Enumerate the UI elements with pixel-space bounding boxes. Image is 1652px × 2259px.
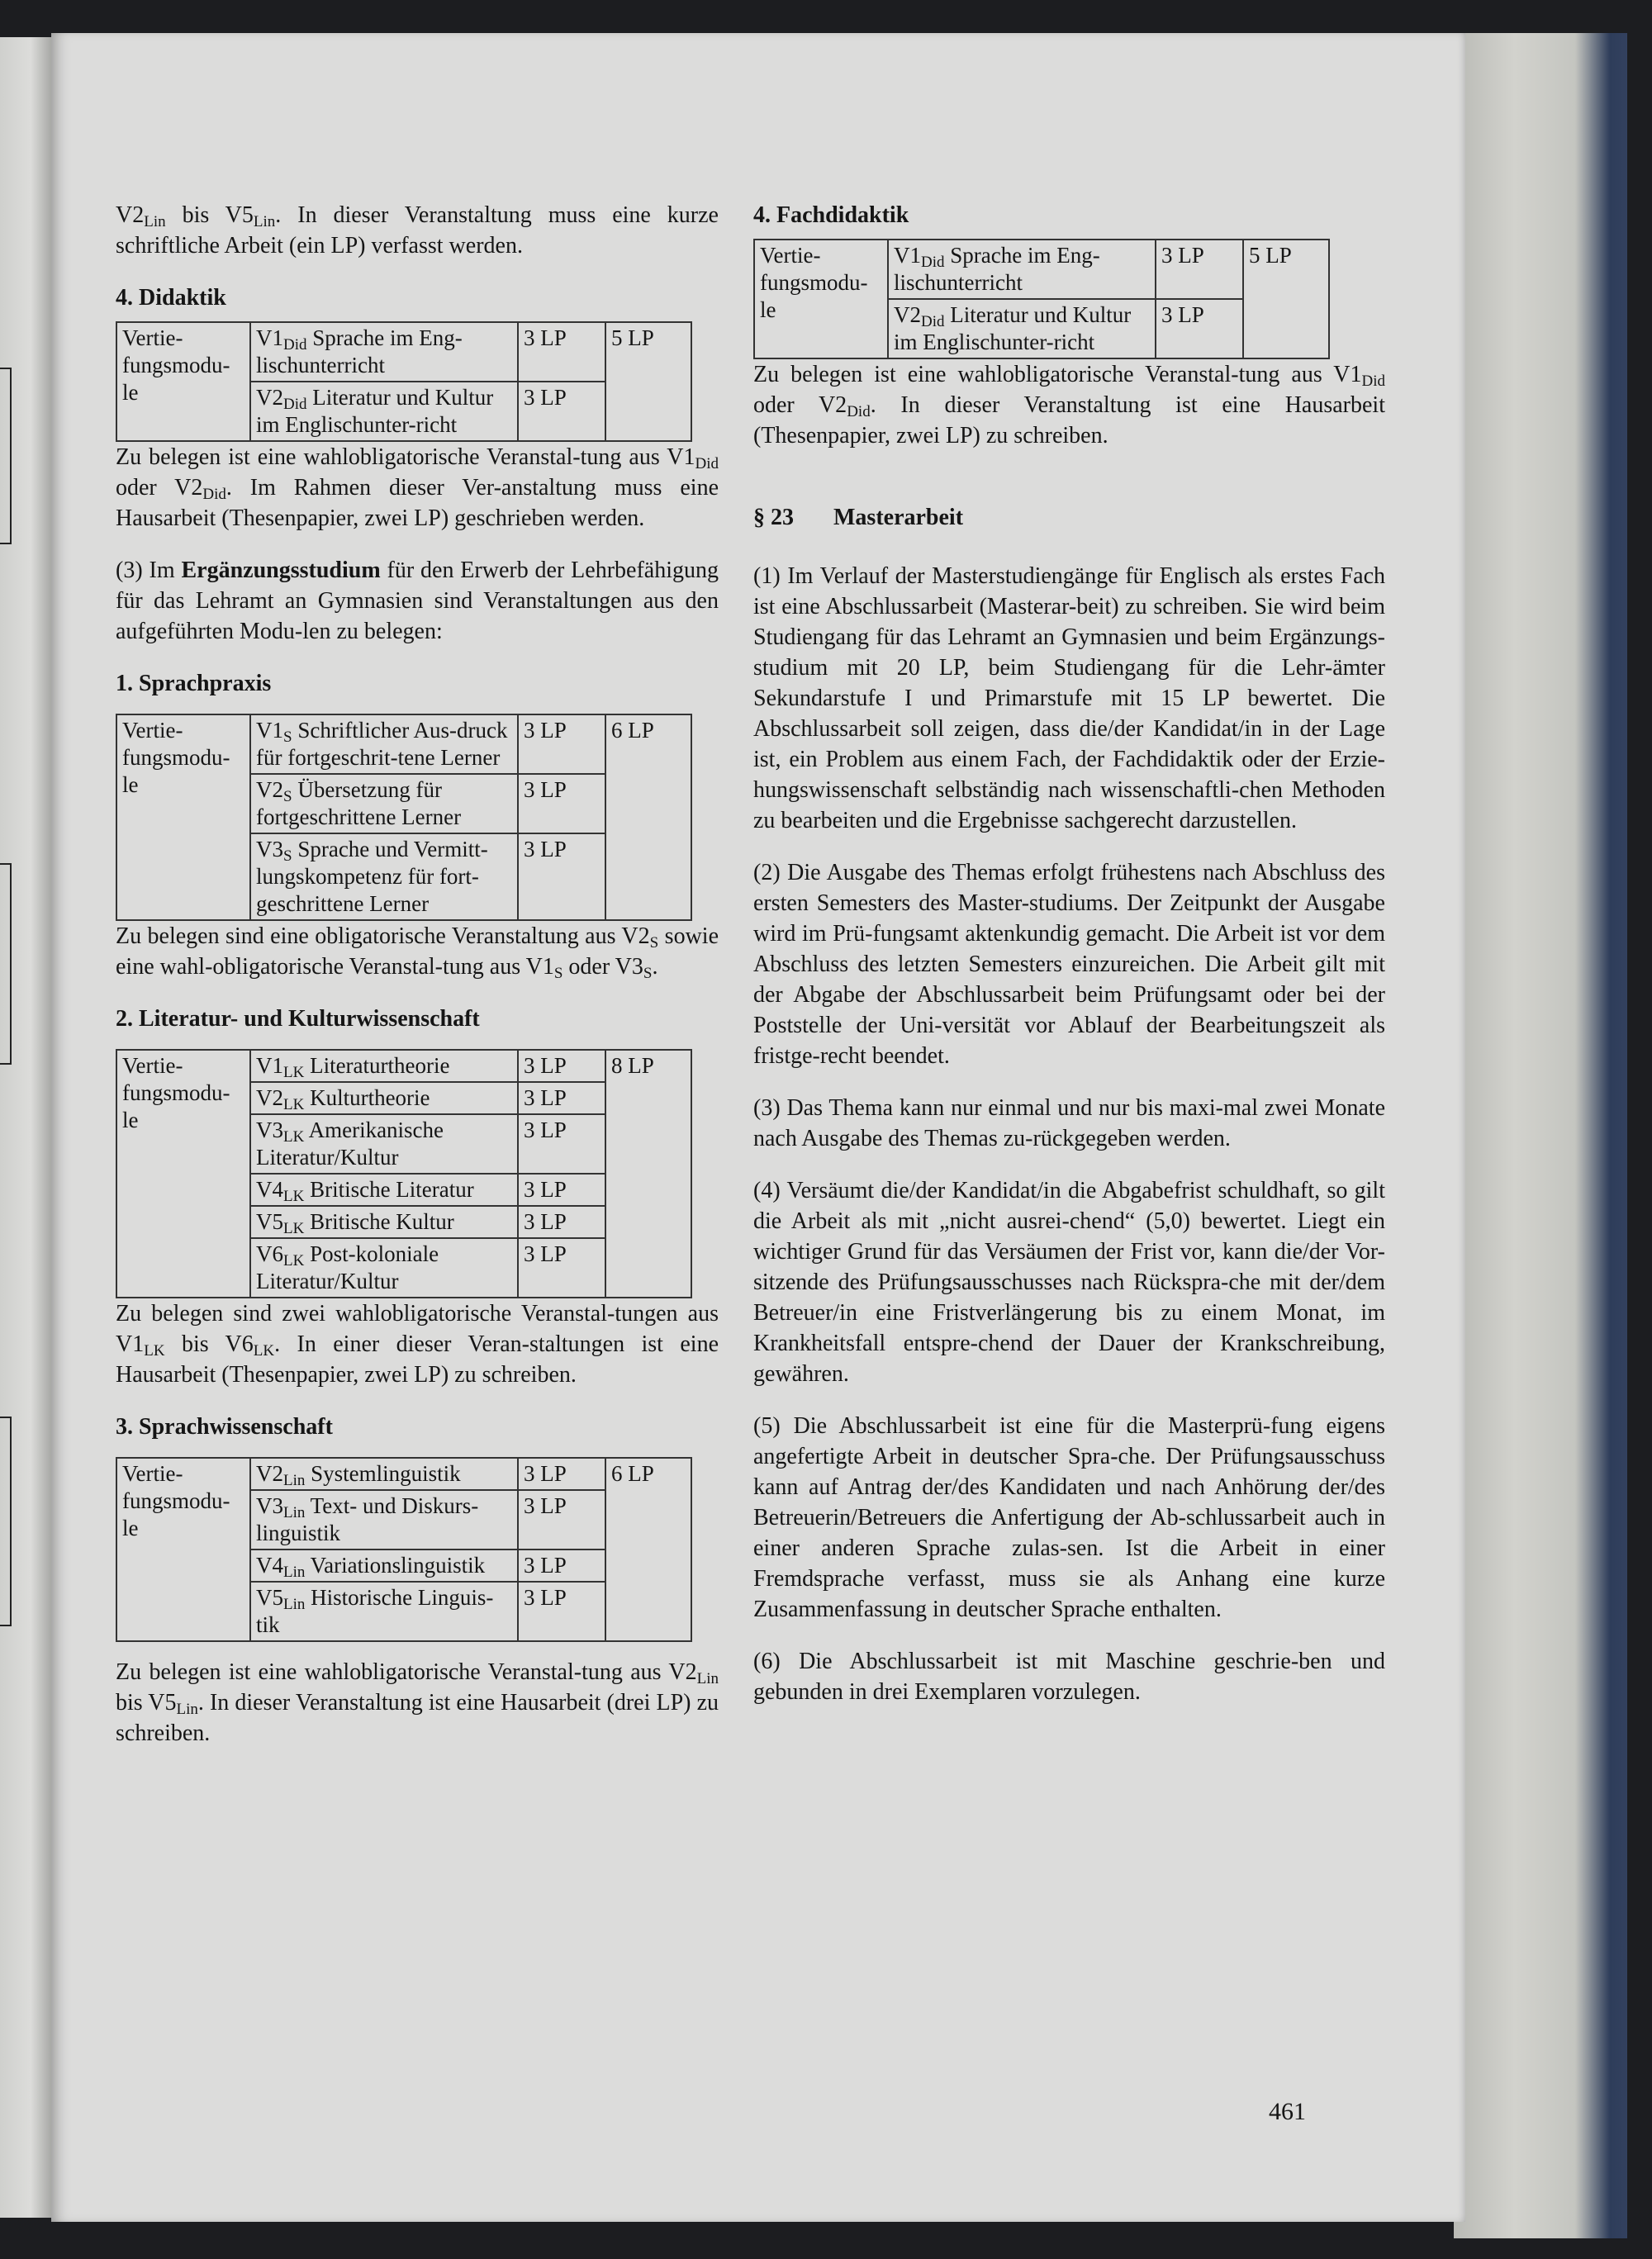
course-cell: $V2_{Did}$ Literatur und Kultur im Englischunter-richt: [888, 299, 1156, 358]
course-cell: $V4_{Lin}$ Variationslinguistik: [250, 1550, 518, 1582]
total-lp-cell: 5 LP: [605, 322, 691, 441]
total-lp-cell: 8 LP: [605, 1050, 691, 1298]
total-lp-cell: 5 LP: [1243, 240, 1329, 358]
page-tab-mark: [0, 368, 12, 544]
lp-cell: 3 LP: [1156, 299, 1243, 358]
module-table-sprachpraxis: [116, 714, 692, 921]
lp-cell: 3 LP: [518, 1550, 605, 1582]
module-label: Vertie-fungsmodu-le: [116, 1458, 250, 1641]
lp-cell: 3 LP: [518, 1114, 605, 1174]
course-cell: $V3_{Lin}$ Text- und Diskurs-linguistik: [250, 1490, 518, 1550]
heading-fachdidaktik: 4. Fachdidaktik: [753, 202, 909, 228]
module-label: Vertie-fungsmodu-le: [116, 714, 250, 920]
lp-cell: 3 LP: [518, 322, 605, 382]
literatur-note: Zu belegen sind zwei wahlobligatorische Veranstal-tungen aus $V1_{LK}$ bis $V6_{LK}$. In einer dieser Veran-staltungen ist eine Hausarbeit (Thesenpapier, zwei LP) zu schreiben.: [116, 1301, 719, 1388]
page-tab-mark: [0, 863, 12, 1065]
page-tab-mark: [0, 1417, 12, 1626]
paragraph-4: (4) Versäumt die/der Kandidat/in die Abgabefrist schuldhaft, so gilt die Arbeit als mit „nicht ausrei-chend“ (5,0) bewertet. Liegt ein wichtiger Grund für das Versäumen der Frist vor, kann die/der Vor-sitzende des Prüfungsausschusses nach Rückspra-che mit der/dem Betreuer/in eine Fristverlängerung bis zu einem Monat, im Krankheitsfall entspre-chend der Dauer der Krankschreibung, gewähren.: [753, 1178, 1385, 1387]
course-cell: $V2_S$ Übersetzung für fortgeschrittene Lerner: [250, 774, 518, 833]
total-lp-cell: 6 LP: [605, 714, 691, 920]
module-label: Vertie-fungsmodu-le: [116, 1050, 250, 1298]
course-cell: $V1_{Did}$ Sprache im Eng-lischunterricht: [250, 322, 518, 382]
course-cell: $V1_{LK}$ Literaturtheorie: [250, 1050, 518, 1082]
book-cover-edge: [1454, 33, 1627, 2238]
lp-cell: 3 LP: [518, 1174, 605, 1206]
course-cell: $V1_{Did}$ Sprache im Eng-lischunterricht: [888, 240, 1156, 299]
course-cell: $V4_{LK}$ Britische Literatur: [250, 1174, 518, 1206]
lp-cell: 3 LP: [518, 774, 605, 833]
module-label: Vertie-fungsmodu-le: [116, 322, 250, 441]
heading-didaktik: 4. Didaktik: [116, 285, 226, 311]
section-title: Masterarbeit: [833, 505, 964, 530]
paragraph-2: (2) Die Ausgabe des Themas erfolgt frühestens nach Abschluss des ersten Semesters des Master-studiums. Der Zeitpunkt der Ausgabe wird im Prü-fungsamt aktenkundig gemacht. Die Arbeit ist vor dem Abschluss des letzten Semesters einzureichen. Die Arbeit gilt mit der Abgabe der Abschlussarbeit beim Prüfungsamt oder bei der Poststelle der Uni-versität vor Ablauf der Bearbeitungszeit als fristge-recht beendet.: [753, 860, 1385, 1069]
course-cell: $V3_S$ Sprache und Vermitt-lungskompetenz für fort-geschrittene Lerner: [250, 833, 518, 920]
right-column: [753, 200, 1385, 1707]
paragraph-6: (6) Die Abschlussarbeit ist mit Maschine geschrie-ben und gebunden in drei Exemplaren vorzulegen.: [753, 1649, 1385, 1705]
document-page: [51, 33, 1465, 2222]
lp-cell: 3 LP: [518, 1490, 605, 1550]
section-number: § 23: [753, 505, 794, 530]
module-label: Vertie-fungsmodu-le: [754, 240, 888, 358]
heading-sprachpraxis: 1. Sprachpraxis: [116, 671, 272, 696]
lp-cell: 3 LP: [518, 1238, 605, 1298]
didaktik-note: Zu belegen ist eine wahlobligatorische Veranstal-tung aus $V1_{Did}$ oder $V2_{Did}$. Im Rahmen dieser Ver-anstaltung muss eine Hausarbeit (Thesenpapier, zwei LP) geschrieben werden.: [116, 444, 719, 531]
lp-cell: 3 LP: [518, 1206, 605, 1238]
course-cell: $V5_{LK}$ Britische Kultur: [250, 1206, 518, 1238]
fachdidaktik-note: Zu belegen ist eine wahlobligatorische Veranstal-tung aus $V1_{Did}$ oder $V2_{Did}$. In dieser Veranstaltung ist eine Hausarbeit (Thesenpapier, zwei LP) zu schreiben.: [753, 362, 1385, 448]
heading-literatur: 2. Literatur- und Kulturwissenschaft: [116, 1006, 480, 1032]
left-column: [116, 200, 719, 1749]
course-cell: $V1_S$ Schriftlicher Aus-druck für fortgeschrit-tene Lerner: [250, 714, 518, 774]
course-cell: $V2_{LK}$ Kulturtheorie: [250, 1082, 518, 1114]
left-page-edge: [0, 37, 51, 2218]
page-number: 461: [1269, 2098, 1306, 2125]
lp-cell: 3 LP: [1156, 240, 1243, 299]
course-cell: $V5_{Lin}$ Historische Linguis-tik: [250, 1582, 518, 1641]
lp-cell: 3 LP: [518, 1458, 605, 1490]
module-table-fachdidaktik: [753, 239, 1330, 359]
paragraph-3: (3) Im Ergänzungsstudium für den Erwerb der Lehrbefähigung für das Lehramt an Gymnasien sind Veranstaltungen aus den aufgeführten Modu-len zu belegen:: [116, 558, 719, 644]
paragraph-5: (5) Die Abschlussarbeit ist eine für die Masterprü-fung eigens angefertigte Arbeit in deutscher Spra-che. Der Prüfungsausschuss kann auf Antrag der/des Kandidaten und nach Anhörung der/des Betreuerin/Betreuers die Anfertigung der Ab-schlussarbeit auch in einer anderen Sprache zulas-sen. Ist die Arbeit in einer Fremdsprache verfasst, muss sie als Anhang eine kurze Zusammenfassung in deutscher Sprache enthalten.: [753, 1413, 1385, 1622]
course-cell: $V2_{Lin}$ Systemlinguistik: [250, 1458, 518, 1490]
sprachpraxis-note: Zu belegen sind eine obligatorische Veranstaltung aus $V2_S$ sowie eine wahl-obligatorische Veranstal-tung aus $V1_S$ oder $V3_S$.: [116, 923, 719, 982]
lp-cell: 3 LP: [518, 382, 605, 441]
module-table-didaktik: [116, 321, 692, 442]
lp-cell: 3 LP: [518, 833, 605, 920]
paragraph-3: (3) Das Thema kann nur einmal und nur bis maxi-mal zwei Monate nach Ausgabe des Themas zu-rückgegeben werden.: [753, 1095, 1385, 1151]
intro-paragraph: $V2_{Lin}$ bis $V5_{Lin}$. In dieser Veranstaltung muss eine kurze schriftliche Arbeit (ein LP) verfasst werden.: [116, 202, 719, 259]
lp-cell: 3 LP: [518, 714, 605, 774]
lp-cell: 3 LP: [518, 1582, 605, 1641]
module-table-literatur: [116, 1049, 692, 1298]
heading-sprachwissenschaft: 3. Sprachwissenschaft: [116, 1414, 333, 1440]
course-cell: $V2_{Did}$ Literatur und Kultur im Englischunter-richt: [250, 382, 518, 441]
module-table-sprachwissenschaft: [116, 1457, 692, 1642]
lp-cell: 3 LP: [518, 1050, 605, 1082]
lp-cell: 3 LP: [518, 1082, 605, 1114]
total-lp-cell: 6 LP: [605, 1458, 691, 1641]
section-heading: [753, 502, 1385, 533]
course-cell: $V6_{LK}$ Post-koloniale Literatur/Kultur: [250, 1238, 518, 1298]
paragraph-1: (1) Im Verlauf der Masterstudiengänge für Englisch als erstes Fach ist eine Abschlussarbeit (Masterar-beit) zu schreiben. Sie wird beim Studiengang für das Lehramt an Gymnasien und beim Ergänzungs-studium mit 20 LP, beim Studiengang für die Lehr-ämter Sekundarstufe I und Primarstufe mit 15 LP bewertet. Die Abschlussarbeit soll zeigen, dass die/der Kandidat/in in der Lage ist, ein Problem aus einem Fach, der Fachdidaktik oder der Erzie-hungswissenschaft selbständig nach wissenschaftli-chen Methoden zu bearbeiten und die Ergebnisse sachgerecht darzustellen.: [753, 563, 1385, 833]
sprachwissenschaft-note: Zu belegen ist eine wahlobligatorische Veranstal-tung aus $V2_{Lin}$ bis $V5_{Lin}$. In dieser Veranstaltung ist eine Hausarbeit (drei LP) zu schreiben.: [116, 1659, 719, 1746]
course-cell: $V3_{LK}$ Amerikanische Literatur/Kultur: [250, 1114, 518, 1174]
